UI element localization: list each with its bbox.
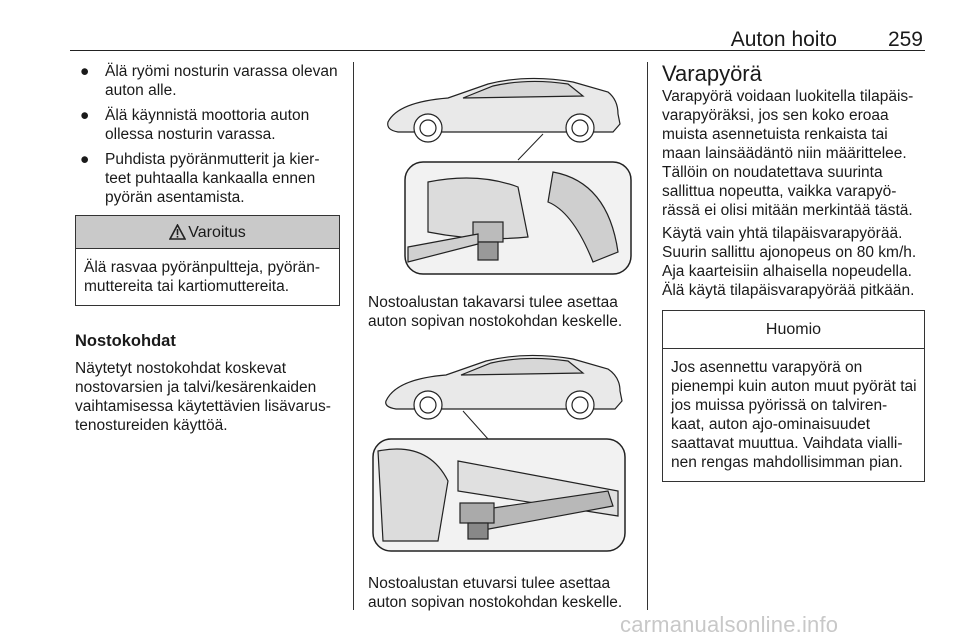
- bullet-marker: ●: [80, 151, 90, 168]
- note-body: Jos asennettu varapyörä on pienempi kuin auton muut pyörät tai jos muissa pyörissä on talviren-kaat, auton ajo-ominaisuudet saattavat muuttua. Vaihdata vialli-nen rengas mahdollisimman pian.: [671, 359, 917, 471]
- column-divider: [353, 62, 354, 610]
- warning-box: [75, 215, 340, 306]
- warning-header: [76, 216, 339, 249]
- warning-triangle-icon: [169, 224, 186, 240]
- safety-bullet-list: [75, 62, 340, 207]
- rear-figure-caption: Nostoalustan takavarsi tulee asettaa auton sopivan nostokohdan keskelle.: [368, 294, 623, 330]
- bullet-marker: ●: [80, 107, 90, 124]
- spare-wheel-paragraph-2: Käytä vain yhtä tilapäisvarapyörää. Suurin sallittu ajonopeus on 80 km/h. Aja kaarteisiin alhaisella nopeudella. Älä käytä tilapäisvarapyörää pitkään.: [662, 225, 917, 299]
- lifting-points-paragraph: Näytetyt nostokohdat koskevat nostovarsien ja talvi/kesärenkaiden vaihtamisessa käytettävien lisävarus-tenostureiden käyttöä.: [75, 360, 331, 434]
- list-item: [75, 62, 340, 100]
- bullet-marker: ●: [80, 63, 90, 80]
- spare-wheel-paragraph-1: Varapyörä voidaan luokitella tilapäis-varapyöräksi, jos sen koko eroaa muista asennetuista renkaista tai maan lainsäädäntö niin määrittelee. Tällöin on noudatettava suurinta sallittua nopeutta, vaikka varapyö-rässä ei olisi mitään merkintää tästä.: [662, 88, 914, 219]
- rear-lift-point-illustration: [368, 62, 633, 276]
- column-middle: [368, 62, 633, 622]
- watermark: carmanualsonline.info: [620, 612, 839, 637]
- bullet-text: Puhdista pyöränmutterit ja kier-teet puhtaalla kankaalla ennen pyörän asentamista.: [105, 151, 320, 206]
- page-header: [70, 24, 925, 51]
- header-title: Auton hoito: [730, 28, 837, 51]
- list-item: [75, 106, 340, 144]
- subheading-lifting-points: Nostokohdat: [75, 332, 176, 350]
- note-title: Huomio: [663, 311, 924, 349]
- column-right: [662, 62, 925, 482]
- note-box: [662, 310, 925, 482]
- page-number: 259: [887, 28, 923, 51]
- section-heading-spare-wheel: Varapyörä: [662, 61, 762, 86]
- column-divider: [647, 62, 648, 610]
- front-lift-point-illustration: [368, 341, 633, 557]
- bullet-text: Älä käynnistä moottoria auton ollessa nosturin varassa.: [105, 107, 310, 143]
- warning-title: Varoitus: [188, 224, 246, 241]
- warning-body: Älä rasvaa pyöränpultteja, pyörän-muttereita tai kartiomuttereita.: [84, 259, 321, 295]
- column-left: [75, 62, 340, 435]
- front-figure-caption: Nostoalustan etuvarsi tulee asettaa auton sopivan nostokohdan keskelle.: [368, 575, 623, 611]
- list-item: [75, 150, 340, 207]
- bullet-text: Älä ryömi nosturin varassa olevan auton alle.: [105, 63, 338, 99]
